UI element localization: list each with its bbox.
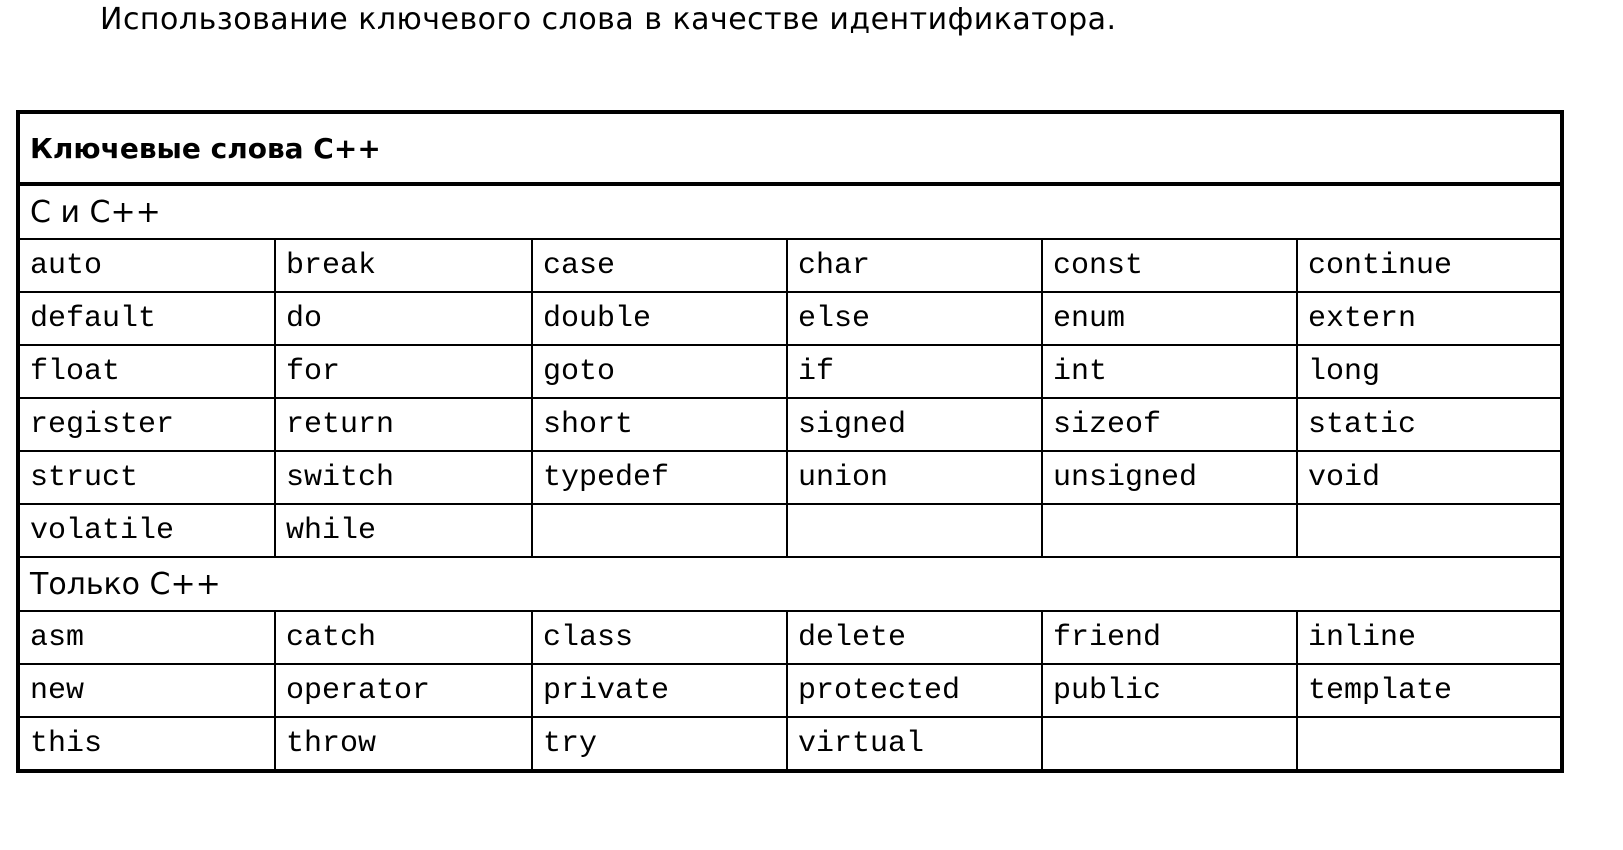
keyword-cell: [1042, 717, 1297, 771]
keyword-cell: [1042, 504, 1297, 557]
keywords-table: [16, 110, 1564, 773]
keyword-cell: short: [532, 398, 787, 451]
keyword-cell: catch: [275, 611, 532, 664]
keyword-cell: friend: [1042, 611, 1297, 664]
keyword-cell: [787, 504, 1042, 557]
keyword-cell: return: [275, 398, 532, 451]
keyword-cell: new: [18, 664, 275, 717]
table-row: [18, 451, 1562, 504]
keyword-cell: double: [532, 292, 787, 345]
keyword-cell: [532, 504, 787, 557]
table-row: [18, 611, 1562, 664]
keyword-cell: goto: [532, 345, 787, 398]
keyword-cell: [1297, 717, 1562, 771]
keyword-cell: float: [18, 345, 275, 398]
section-header-row: [18, 184, 1562, 239]
keyword-cell: int: [1042, 345, 1297, 398]
keyword-cell: virtual: [787, 717, 1042, 771]
keyword-cell: case: [532, 239, 787, 292]
keyword-cell: sizeof: [1042, 398, 1297, 451]
keyword-cell: signed: [787, 398, 1042, 451]
keyword-cell: while: [275, 504, 532, 557]
keyword-cell: public: [1042, 664, 1297, 717]
keyword-cell: extern: [1297, 292, 1562, 345]
table-row: [18, 504, 1562, 557]
section-label: C и C++: [18, 184, 1562, 239]
keyword-cell: inline: [1297, 611, 1562, 664]
keyword-cell: struct: [18, 451, 275, 504]
keyword-cell: switch: [275, 451, 532, 504]
keyword-cell: asm: [18, 611, 275, 664]
keyword-cell: else: [787, 292, 1042, 345]
keyword-cell: delete: [787, 611, 1042, 664]
keyword-cell: register: [18, 398, 275, 451]
keyword-cell: union: [787, 451, 1042, 504]
keyword-cell: class: [532, 611, 787, 664]
page-heading: Использование ключевого слова в качестве идентификатора.: [100, 2, 1117, 37]
keyword-cell: unsigned: [1042, 451, 1297, 504]
table-row: [18, 239, 1562, 292]
keyword-cell: operator: [275, 664, 532, 717]
table-row: [18, 398, 1562, 451]
keyword-cell: break: [275, 239, 532, 292]
keyword-cell: long: [1297, 345, 1562, 398]
keyword-cell: continue: [1297, 239, 1562, 292]
table-row: [18, 292, 1562, 345]
keyword-cell: default: [18, 292, 275, 345]
keyword-cell: auto: [18, 239, 275, 292]
keyword-cell: this: [18, 717, 275, 771]
keyword-cell: try: [532, 717, 787, 771]
keyword-cell: throw: [275, 717, 532, 771]
keyword-cell: char: [787, 239, 1042, 292]
keyword-cell: for: [275, 345, 532, 398]
keyword-cell: protected: [787, 664, 1042, 717]
keyword-cell: const: [1042, 239, 1297, 292]
keyword-cell: void: [1297, 451, 1562, 504]
table-row: [18, 717, 1562, 771]
section-header-row: [18, 557, 1562, 611]
table-title: Ключевые слова C++: [18, 112, 1562, 184]
keyword-cell: private: [532, 664, 787, 717]
keyword-cell: static: [1297, 398, 1562, 451]
table-title-row: [18, 112, 1562, 184]
keyword-cell: enum: [1042, 292, 1297, 345]
keyword-cell: volatile: [18, 504, 275, 557]
keyword-cell: do: [275, 292, 532, 345]
keyword-cell: typedef: [532, 451, 787, 504]
table-row: [18, 345, 1562, 398]
keyword-cell: template: [1297, 664, 1562, 717]
keyword-cell: if: [787, 345, 1042, 398]
keyword-cell: [1297, 504, 1562, 557]
section-label: Только C++: [18, 557, 1562, 611]
table-row: [18, 664, 1562, 717]
